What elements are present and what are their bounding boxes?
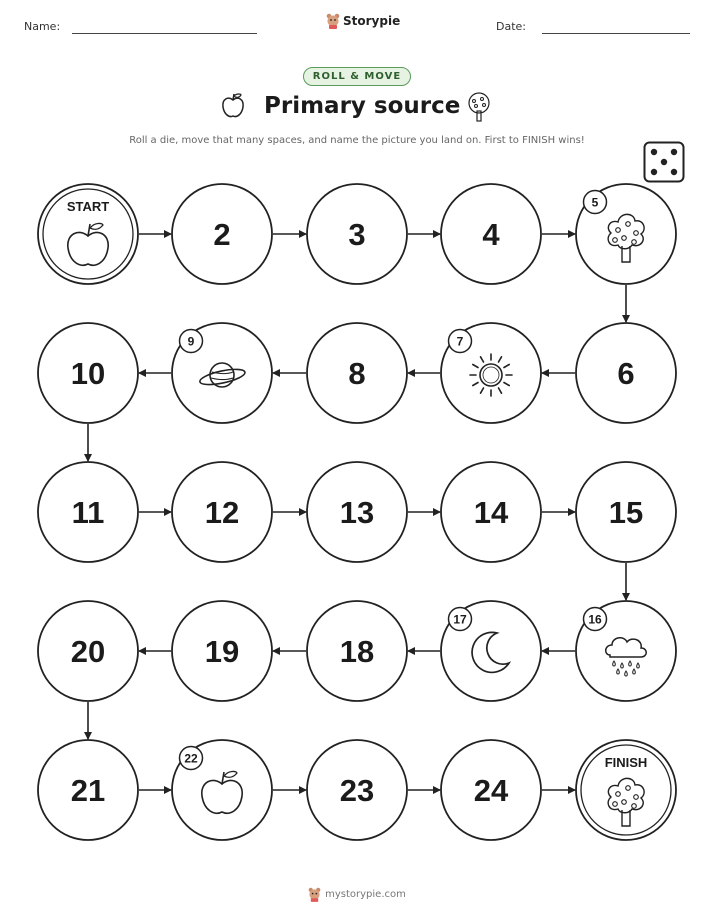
board-space-start [38, 184, 138, 284]
instructions: Roll a die, move that many spaces, and name the picture you land on. First to FINISH wins! [129, 135, 585, 146]
space-number: 14 [473, 495, 509, 530]
name-label: Name: [24, 20, 61, 33]
space-number: 6 [617, 356, 635, 391]
date-label: Date: [496, 20, 526, 33]
footer-url: mystorypie.com [325, 889, 406, 900]
space-number: 2 [213, 217, 231, 252]
board-space-6 [576, 323, 676, 423]
space-label: FINISH [604, 755, 648, 770]
space-number: 24 [473, 773, 509, 808]
space-number-badge: 7 [456, 334, 464, 349]
board-space-18 [307, 601, 407, 701]
board-space-9 [172, 323, 272, 423]
space-number: 11 [71, 495, 105, 530]
brand-name: Storypie [343, 14, 401, 28]
space-number: 12 [204, 495, 240, 530]
board-space-21 [38, 740, 138, 840]
space-number: 23 [339, 773, 375, 808]
board-space-3 [307, 184, 407, 284]
board-space-12 [172, 462, 272, 562]
space-number-badge: 17 [453, 612, 467, 627]
board-space-14 [441, 462, 541, 562]
board-space-24 [441, 740, 541, 840]
board-space-22 [172, 740, 272, 840]
space-number: 10 [70, 356, 106, 391]
space-label: START [66, 199, 110, 214]
board-space-17 [441, 601, 541, 701]
space-number: 20 [70, 634, 106, 669]
board-space-finish [576, 740, 676, 840]
board-space-5 [576, 184, 676, 284]
space-number-badge: 9 [187, 334, 195, 349]
space-number: 8 [348, 356, 366, 391]
board-space-20 [38, 601, 138, 701]
space-number: 3 [348, 217, 366, 252]
footer [308, 887, 406, 902]
board-space-23 [307, 740, 407, 840]
board-space-2 [172, 184, 272, 284]
board-space-11 [38, 462, 138, 562]
bear-icon [308, 887, 321, 902]
board-space-7 [441, 323, 541, 423]
board-space-4 [441, 184, 541, 284]
space-number: 4 [482, 217, 500, 252]
board-space-13 [307, 462, 407, 562]
board-space-16 [576, 601, 676, 701]
board-space-10 [38, 323, 138, 423]
board-space-15 [576, 462, 676, 562]
space-number-badge: 16 [588, 612, 602, 627]
page-title: Primary source [264, 93, 461, 119]
space-number: 18 [339, 634, 375, 669]
space-number: 19 [204, 634, 240, 669]
board-space-8 [307, 323, 407, 423]
space-number: 21 [70, 773, 106, 808]
game-type-badge: ROLL & MOVE [303, 67, 411, 86]
space-number: 13 [339, 495, 375, 530]
space-number-badge: 22 [184, 751, 198, 766]
space-number-badge: 5 [591, 195, 599, 210]
space-number: 15 [608, 495, 644, 530]
board-space-19 [172, 601, 272, 701]
